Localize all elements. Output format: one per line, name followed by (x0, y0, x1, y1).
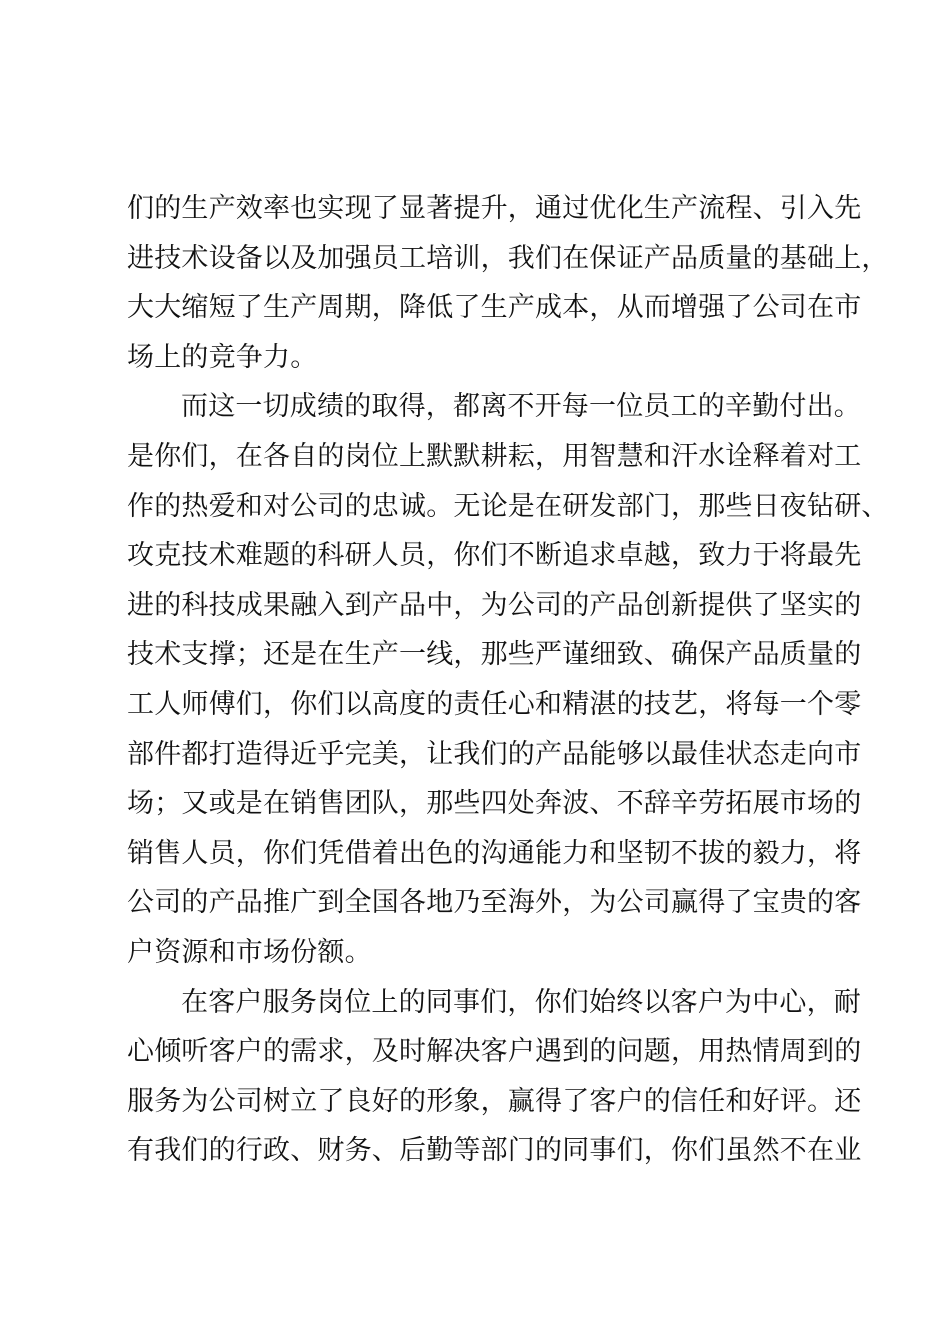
paragraph-start-line: 在客户服务岗位上的同事们，你们始终以客户为中心，耐 (181, 986, 861, 1018)
text-line: 户资源和市场份额。 (127, 936, 372, 968)
text-line: 作的热爱和对公司的忠诚。无论是在研发部门，那些日夜钻研、 (127, 490, 889, 522)
text-line: 工人师傅们，你们以高度的责任心和精湛的技艺，将每一个零 (127, 688, 862, 720)
text-line: 服务为公司树立了良好的形象，赢得了客户的信任和好评。还 (127, 1085, 862, 1117)
text-line: 大大缩短了生产周期，降低了生产成本，从而增强了公司在市 (127, 292, 862, 324)
text-line: 攻克技术难题的科研人员，你们不断追求卓越，致力于将最先 (127, 540, 862, 572)
text-line: 公司的产品推广到全国各地乃至海外，为公司赢得了宝贵的客 (127, 887, 862, 919)
text-line: 进技术设备以及加强员工培训，我们在保证产品质量的基础上， (127, 242, 889, 274)
text-line: 场上的竞争力。 (127, 341, 318, 373)
text-line: 们的生产效率也实现了显著提升，通过优化生产流程、引入先 (127, 193, 862, 224)
text-line: 技术支撑；还是在生产一线，那些严谨细致、确保产品质量的 (127, 639, 862, 671)
text-line: 是你们，在各自的岗位上默默耕耘，用智慧和汗水诠释着对工 (127, 440, 862, 472)
text-line: 进的科技成果融入到产品中，为公司的产品创新提供了坚实的 (127, 589, 862, 621)
text-line: 场；又或是在销售团队，那些四处奔波、不辞辛劳拓展市场的 (127, 788, 862, 820)
text-line: 有我们的行政、财务、后勤等部门的同事们，你们虽然不在业 (127, 1135, 862, 1167)
paragraph-start-line: 而这一切成绩的取得，都离不开每一位员工的辛勤付出。 (181, 391, 861, 423)
text-line: 部件都打造得近乎完美，让我们的产品能够以最佳状态走向市 (127, 738, 862, 770)
body-text (127, 184, 889, 1176)
text-line: 心倾听客户的需求，及时解决客户遇到的问题，用热情周到的 (127, 1036, 862, 1068)
text-line: 销售人员，你们凭借着出色的沟通能力和坚韧不拔的毅力，将 (127, 837, 862, 869)
